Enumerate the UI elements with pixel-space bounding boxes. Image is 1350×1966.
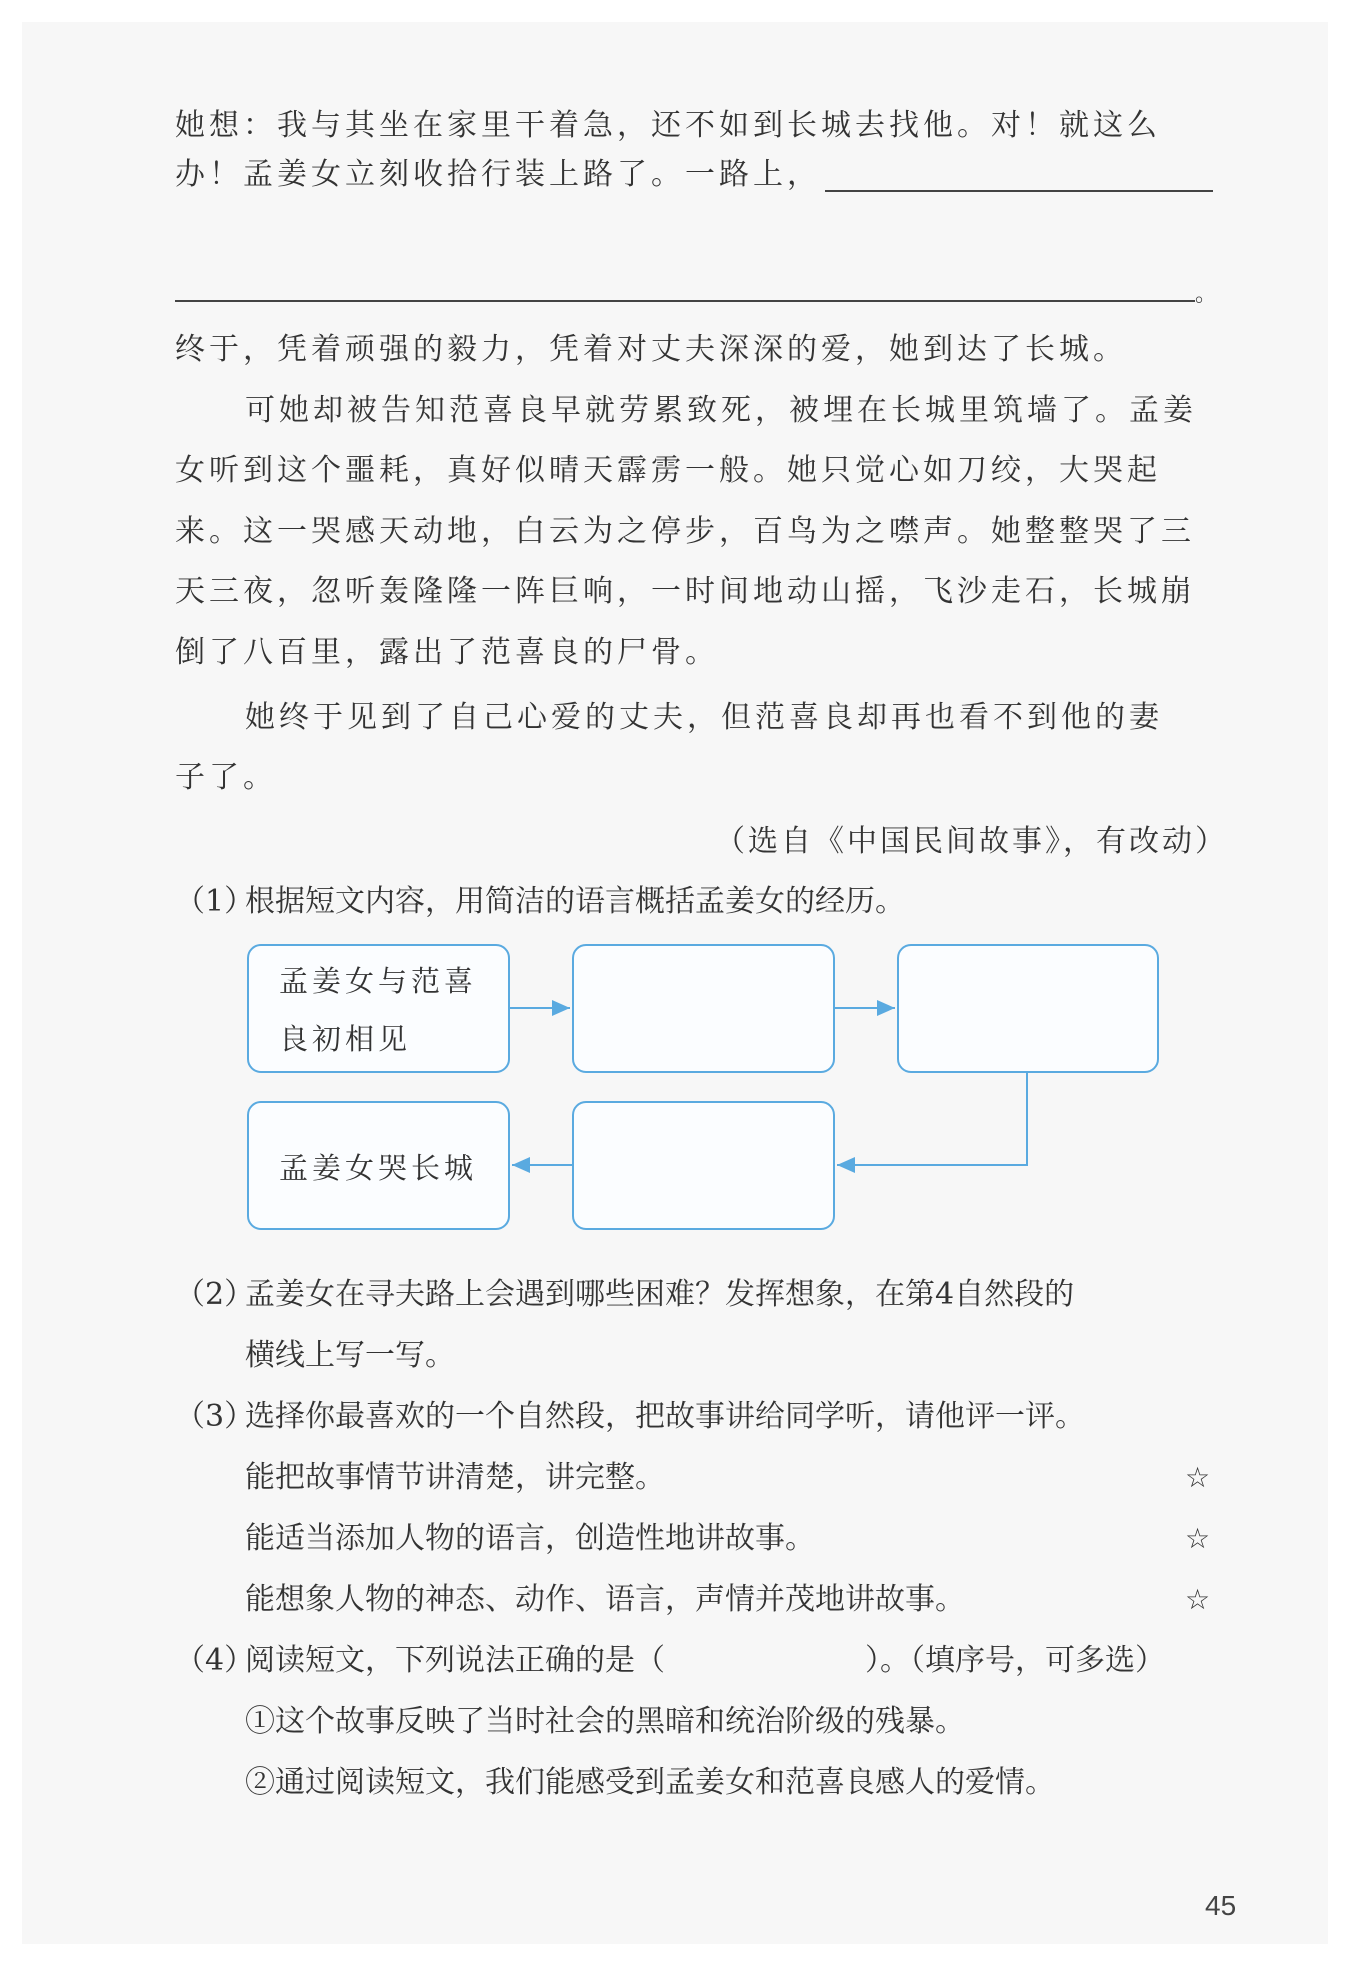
question-4-text-after: ）。（填序号，可多选）	[865, 1643, 1165, 1678]
flow-box-5-text: 孟姜女哭长城	[279, 1151, 478, 1185]
question-3-number: （3）	[175, 1399, 255, 1434]
question-4-text-before: 阅读短文，下列说法正确的是（	[245, 1643, 665, 1678]
flow-box-4[interactable]	[572, 1101, 835, 1230]
option-1: ①这个故事反映了当时社会的黑暗和统治阶级的残暴。	[245, 1704, 965, 1739]
question-1-number: （1）	[175, 884, 255, 919]
passage-line-10: 子了。	[175, 760, 277, 795]
flow-box-1-line-1: 孟姜女与范喜	[279, 964, 478, 998]
criterion-1: 能把故事情节讲清楚，讲完整。	[245, 1460, 665, 1495]
passage-line-3: 终于，凭着顽强的毅力，凭着对丈夫深深的爱，她到达了长城。	[175, 332, 1127, 367]
question-4-answer-blank[interactable]	[715, 1641, 865, 1681]
source-citation: （选自《中国民间故事》，有改动）	[715, 824, 1228, 859]
flow-box-1-line-2: 良初相见	[279, 1022, 412, 1056]
star-icon[interactable]: ☆	[1185, 1461, 1211, 1494]
flow-box-5	[247, 1101, 510, 1230]
passage-line-6: 来。这一哭感天动地，白云为之停步，百鸟为之噤声。她整整哭了三	[175, 514, 1195, 549]
flow-box-1	[247, 944, 510, 1073]
question-1-text: 根据短文内容，用简洁的语言概括孟姜女的经历。	[245, 884, 905, 919]
flow-box-3[interactable]	[897, 944, 1159, 1073]
question-2-text-line-2: 横线上写一写。	[245, 1338, 455, 1373]
question-4-number: （4）	[175, 1643, 255, 1678]
star-icon[interactable]: ☆	[1185, 1583, 1211, 1616]
question-3-text: 选择你最喜欢的一个自然段，把故事讲给同学听，请他评一评。	[245, 1399, 1085, 1434]
flow-box-2[interactable]	[572, 944, 835, 1073]
passage-line-1: 她想：我与其坐在家里干着急，还不如到长城去找他。对！就这么	[175, 108, 1161, 143]
passage-line-5: 女听到这个噩耗，真好似晴天霹雳一般。她只觉心如刀绞，大哭起	[175, 453, 1161, 488]
option-2: ②通过阅读短文，我们能感受到孟姜女和范喜良感人的爱情。	[245, 1765, 1055, 1800]
star-icon[interactable]: ☆	[1185, 1522, 1211, 1555]
blank-period: 。	[1195, 282, 1222, 307]
passage-line-7: 天三夜，忽听轰隆隆一阵巨响，一时间地动山摇，飞沙走石，长城崩	[175, 574, 1195, 609]
passage-line-9: 她终于见到了自己心爱的丈夫，但范喜良却再也看不到他的妻	[245, 700, 1163, 735]
question-2-text-line-1: 孟姜女在寻夫路上会遇到哪些困难？发挥想象，在第4自然段的	[245, 1277, 1075, 1312]
passage-line-4: 可她却被告知范喜良早就劳累致死，被埋在长城里筑墙了。孟姜	[245, 393, 1197, 428]
criterion-2: 能适当添加人物的语言，创造性地讲故事。	[245, 1521, 815, 1556]
passage-line-2: 办！孟姜女立刻收拾行装上路了。一路上，	[175, 157, 821, 192]
arrow-3-to-4	[837, 1073, 1027, 1165]
criterion-3: 能想象人物的神态、动作、语言，声情并茂地讲故事。	[245, 1582, 965, 1617]
page-number: 45	[1205, 1890, 1237, 1921]
passage-line-8: 倒了八百里，露出了范喜良的尸骨。	[175, 635, 719, 670]
question-2-number: （2）	[175, 1277, 255, 1312]
